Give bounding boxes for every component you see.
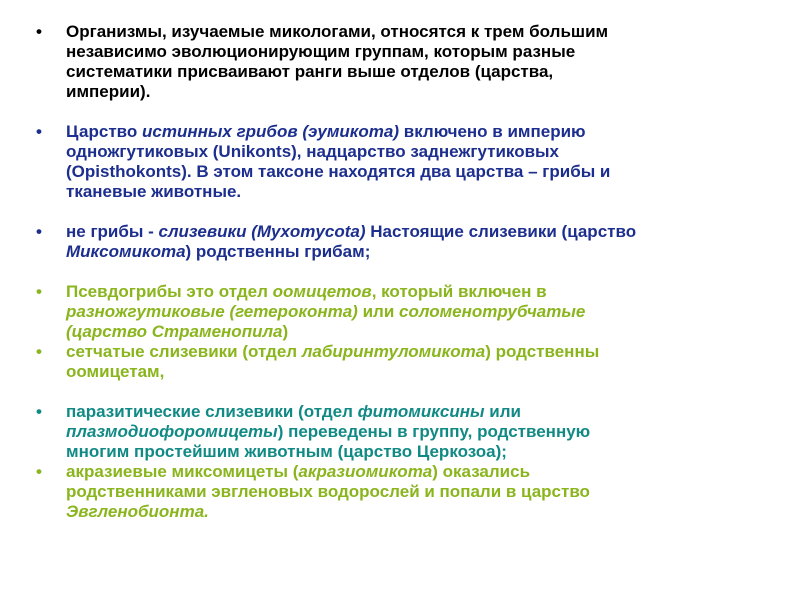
- item-italic-text: Миксомикота: [66, 242, 186, 261]
- item-italic-text: разножгутиковые (гетероконта): [66, 302, 358, 321]
- item-text: ) переведены в группу, родственную: [277, 422, 591, 441]
- list-item: [36, 402, 736, 462]
- item-line: Организмы, изучаемые микологами, относятся к трем большим: [66, 22, 609, 41]
- item-text: Настоящие слизевики (царство: [365, 222, 637, 241]
- bullet-dot: •: [36, 22, 42, 41]
- item-text: ) родственны грибам;: [185, 242, 371, 261]
- item-text: акразиевые миксомицеты (: [66, 462, 299, 481]
- item-line: независимо эволюционирующим группам, которым разные: [66, 42, 576, 61]
- item-text: не грибы -: [66, 222, 159, 241]
- item-italic-text: (царство Страменопила: [66, 322, 283, 341]
- item-text: или: [484, 402, 521, 421]
- list-item: [36, 122, 736, 202]
- list-item: [36, 22, 736, 102]
- item-italic-text: фитомиксины: [357, 402, 485, 421]
- list-item: [36, 222, 736, 262]
- item-italic-text: истинных грибов (эумикота): [142, 122, 400, 141]
- item-line: (Opisthokonts). В этом таксоне находятся два царства – грибы и: [66, 162, 611, 181]
- item-text: паразитические слизевики (отдел: [66, 402, 358, 421]
- bullet-dot: •: [36, 462, 42, 481]
- item-line: оомицетам,: [66, 362, 165, 381]
- bullet-dot: •: [36, 222, 42, 241]
- item-line: многим простейшим животным (царство Церкозоа);: [66, 442, 507, 461]
- item-line: тканевые животные.: [66, 182, 242, 201]
- item-text: Псевдогрибы это отдел: [66, 282, 273, 301]
- bullet-dot: •: [36, 122, 42, 141]
- item-text: или: [357, 302, 399, 321]
- item-text: ) родственны: [485, 342, 600, 361]
- item-line: систематики присваивают ранги выше отделов (царства,: [66, 62, 554, 81]
- item-italic-text: оомицетов: [272, 282, 372, 301]
- item-italic-text: лабиринтуломикота: [301, 342, 486, 361]
- item-text: включено в империю: [399, 122, 586, 141]
- item-italic-text: акразиомикота: [298, 462, 433, 481]
- item-text: ) оказались: [432, 462, 531, 481]
- bullet-list: [36, 22, 736, 522]
- bullet-dot: •: [36, 402, 42, 421]
- item-italic-text: плазмодиофоромицеты: [66, 422, 278, 441]
- item-line: одножгутиковых (Unikonts), надцарство заднежгутиковых: [66, 142, 560, 161]
- item-italic-text: Эвгленобионта.: [66, 502, 209, 521]
- item-text: Царство: [66, 122, 143, 141]
- list-item: [36, 342, 736, 382]
- list-item: [36, 282, 736, 342]
- item-italic-text: соломенотрубчатые: [399, 302, 586, 321]
- item-text: ): [282, 322, 289, 341]
- bullet-dot: •: [36, 282, 42, 301]
- bullet-dot: •: [36, 342, 42, 361]
- item-line: родственниками эвгленовых водорослей и попали в царство: [66, 482, 590, 501]
- item-line: империи).: [66, 82, 151, 101]
- item-text: , который включен в: [371, 282, 547, 301]
- item-italic-text: слизевики (Myxomycota): [158, 222, 366, 241]
- list-item: [36, 462, 736, 522]
- item-text: сетчатые слизевики (отдел: [66, 342, 302, 361]
